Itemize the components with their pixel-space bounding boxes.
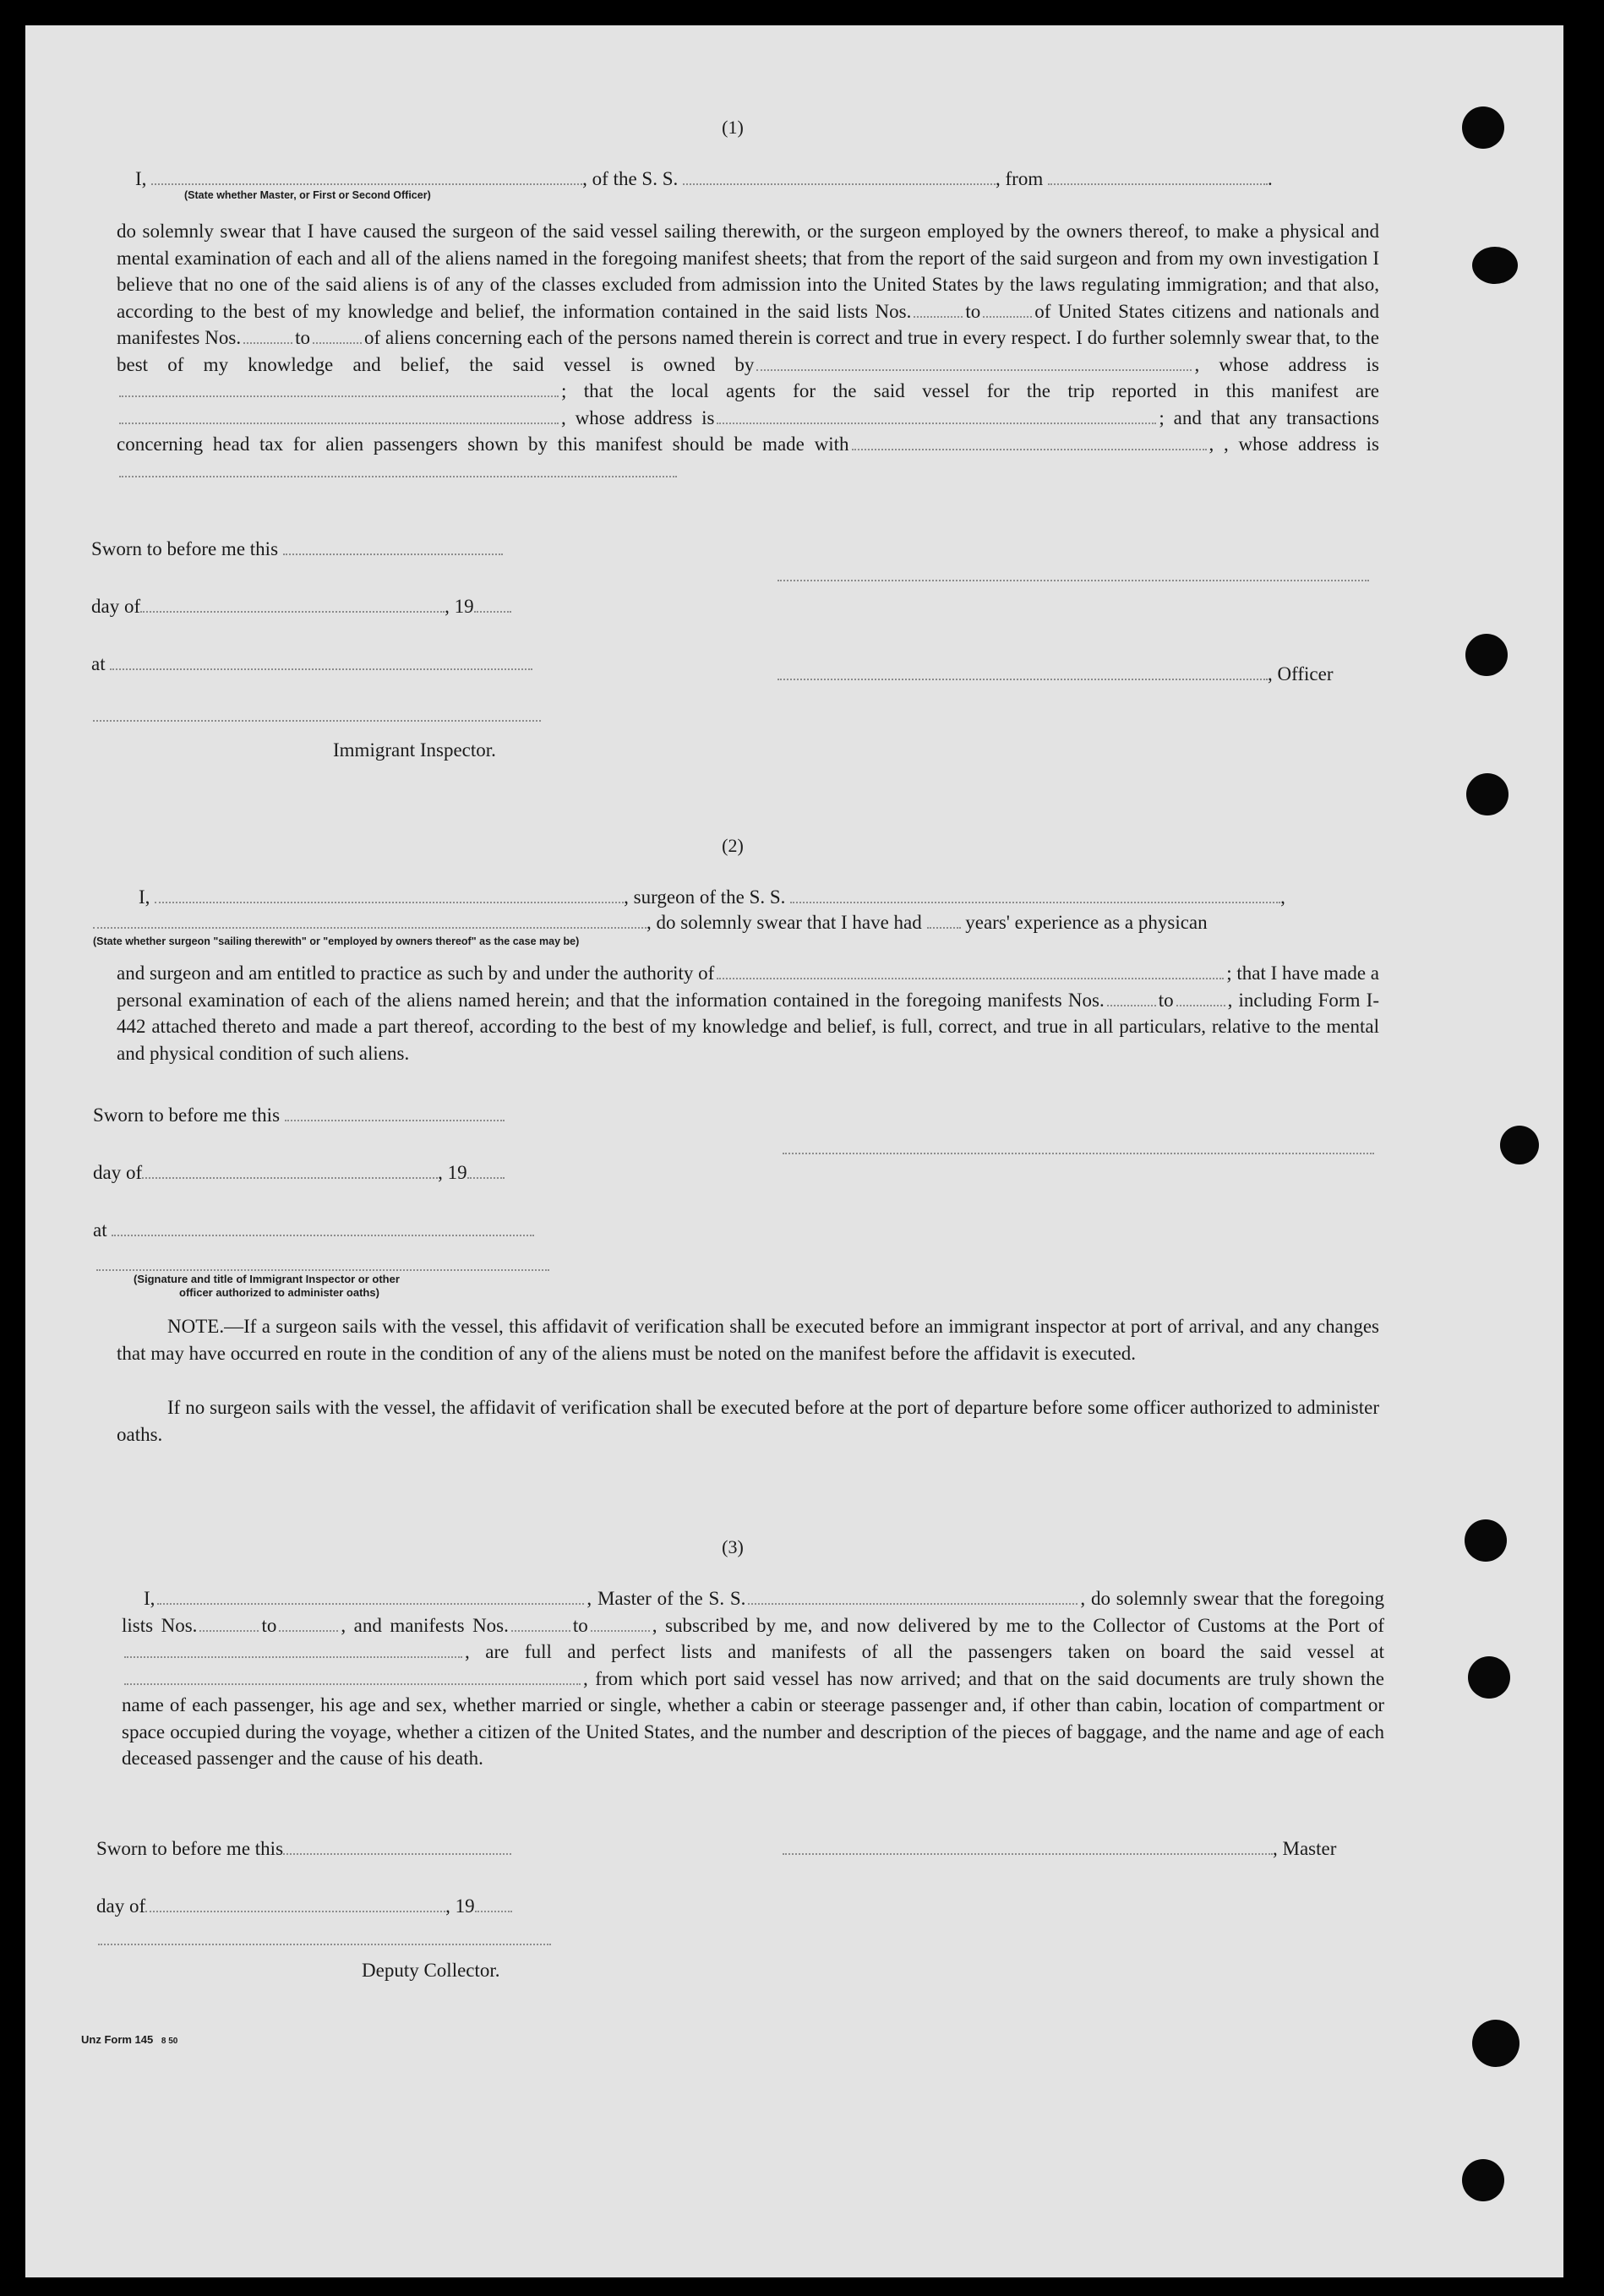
punch-hole <box>1465 634 1508 676</box>
punch-hole <box>1472 2020 1519 2067</box>
form-code-text: 8 50 <box>161 2037 178 2046</box>
section-1-heading: (1) <box>722 117 744 138</box>
s2-to-label: to <box>1158 989 1174 1011</box>
s1-inspector-signature-line[interactable] <box>93 720 541 722</box>
s2-at-line <box>93 1217 534 1243</box>
s3-collector-text: , subscribed by me, and now delivered by me to the Collector of Customs at the Port of <box>652 1614 1384 1636</box>
punch-hole <box>1472 247 1518 284</box>
s2-sworn-line <box>93 1102 505 1128</box>
s1-manifests-from-field[interactable] <box>243 341 292 344</box>
s3-boarding-port-field[interactable] <box>124 1682 581 1685</box>
s2-manifests-to-field[interactable] <box>1176 1004 1225 1006</box>
s2-line2 <box>93 909 1208 935</box>
s3-day-line <box>96 1893 512 1919</box>
s3-ship-name-field[interactable] <box>748 1602 1078 1605</box>
s2-signature-line[interactable] <box>783 1153 1374 1154</box>
s3-manifests-to-field[interactable] <box>591 1629 650 1632</box>
s2-oath-paragraph <box>117 960 1379 1066</box>
s1-agents-address-field[interactable] <box>717 422 1156 424</box>
s1-owner-address-label: , whose address is <box>1194 353 1379 375</box>
s1-ss-label: , of the S. S. <box>582 168 679 189</box>
section-2-heading: (2) <box>722 835 744 856</box>
punch-hole <box>1462 106 1504 149</box>
s3-i-label: I, <box>144 1588 155 1609</box>
form-sheet <box>25 25 1563 2277</box>
s2-experience-text: years' experience as a physican <box>965 912 1208 933</box>
s3-day-field[interactable] <box>145 1910 445 1912</box>
s2-capacity-hint: (State whether surgeon "sailing therewith" or "employed by owners thereof" as the case may be) <box>93 935 580 947</box>
s1-line1-tail: . <box>1267 168 1273 189</box>
s1-owner-address-field[interactable] <box>119 395 559 397</box>
punch-hole <box>1500 1126 1539 1164</box>
s2-form-text: , including Form I-442 attached thereto and made a part thereof, according to the best of my knowledge and belief, is full, correct, and true in all particulars, relative to the mental and physical condition of such aliens. <box>117 989 1379 1064</box>
s1-officer-hint: (State whether Master, or First or Second Officer) <box>184 189 431 201</box>
s3-lists-from-field[interactable] <box>199 1629 259 1632</box>
s1-signature-line[interactable] <box>777 580 1369 581</box>
s2-note-1 <box>117 1313 1379 1366</box>
s1-to-label-2: to <box>295 327 310 348</box>
s3-ss-label: , Master of the S. S. <box>586 1588 746 1609</box>
s3-deputy-label: Deputy Collector. <box>362 1960 500 1981</box>
s2-at-label: at <box>93 1219 107 1241</box>
s1-officer-signature-field[interactable] <box>777 678 1268 680</box>
s1-i-label: I, <box>135 168 147 189</box>
s1-from-field[interactable] <box>1048 183 1268 185</box>
s1-day-label: day of <box>91 596 141 617</box>
s2-day-label: day of <box>93 1162 143 1183</box>
s2-surgeon-name-field[interactable] <box>155 901 624 903</box>
s2-years-field[interactable] <box>927 926 961 929</box>
s2-line1 <box>139 884 1285 910</box>
s2-day-field[interactable] <box>142 1176 438 1179</box>
s1-officer-name-field[interactable] <box>151 183 582 185</box>
punch-hole <box>1465 1519 1507 1562</box>
section-3-heading: (3) <box>722 1536 744 1557</box>
s1-sworn-label: Sworn to before me this <box>91 538 279 559</box>
s3-port-field[interactable] <box>124 1655 462 1658</box>
s1-officer-label: , Officer <box>1268 663 1334 684</box>
s1-ship-name-field[interactable] <box>683 183 996 185</box>
s3-sworn-field[interactable] <box>283 1852 511 1855</box>
s3-to-label-2: to <box>572 1614 588 1636</box>
s1-oath-paragraph: do solemnly swear that I have caused the surgeon of the said vessel sailing therewith, or the surgeon employed by the owners thereof, to make a physical and mental examination of each and all of the aliens named in the foregoing manifest sheets; that from the report of the said surgeon and from my own investigation I believe that no one of the said aliens is of any of the classes excluded from admission into the United States by the laws regulating immigration; and that also, according to the best of my knowledge and belief, the information contained in the said lists Nos. to of United States citizens and nationals and manifestes Nos. to of aliens concerning each of the persons named therein is correct and true in every respect. I do further solemnly swear that, to the best of my knowledge and belief, the said vessel is owned by , whose address is; that the local agents for the said vessel for the trip reported in this manifest are, whose address is ; and that any transactions concerning head tax for alien passengers shown by this manifest should be made with , , whose address is <box>117 218 1379 484</box>
s3-passengers-text: , are full and perfect lists and manifests of all the passengers taken on board the said vessel at <box>465 1641 1384 1662</box>
s1-agents-text: ; that the local agents for the said vessel for the trip reported in this manifest are <box>561 380 1379 401</box>
s2-ship-name-field[interactable] <box>790 901 1280 903</box>
s1-oath-text: do solemnly swear that I have caused the surgeon of the said vessel sailing therewith, or the surgeon employed by the owners thereof, to make a physical and mental examination of each and all of the aliens named in the foregoing manifest sheets; that from the report of the said surgeon and from my own investigation I believe that no one of the said aliens is of any of the classes excluded from admission into the United States by the laws regulating immigration; and that also, according to the best of my knowledge and belief, the information contained in the said lists Nos. <box>117 221 1379 322</box>
s2-line1-tail: , <box>1280 886 1285 908</box>
s1-agents-field[interactable] <box>119 422 559 424</box>
s2-at-field[interactable] <box>112 1234 534 1236</box>
s3-manifests-from-field[interactable] <box>511 1629 570 1632</box>
s2-inspector-signature-line[interactable] <box>96 1269 549 1271</box>
s3-to-label: to <box>261 1614 277 1636</box>
s1-day-line <box>91 593 511 619</box>
s3-master-signature-field[interactable] <box>783 1852 1273 1855</box>
s1-at-field[interactable] <box>110 668 532 670</box>
s1-manifests-to-field[interactable] <box>313 341 362 344</box>
form-number <box>81 2033 177 2046</box>
s3-year-field[interactable] <box>475 1910 512 1912</box>
punch-hole <box>1468 1656 1510 1699</box>
s1-line1 <box>135 166 1273 192</box>
s2-day-line <box>93 1159 505 1186</box>
s1-agents-address-label: , whose address is <box>561 406 715 428</box>
form-number-text: Unz Form 145 <box>81 2033 154 2046</box>
s2-examination-text: ; that I have made a personal examination of each of the aliens named herein; and that the information contained in the foregoing manifests Nos. <box>117 963 1379 1011</box>
punch-hole <box>1462 2159 1504 2201</box>
s1-to-label: to <box>965 300 981 322</box>
s1-officer-line <box>777 661 1333 687</box>
s2-note-2 <box>117 1394 1379 1448</box>
s2-year-field[interactable] <box>467 1176 505 1179</box>
s2-authority-field[interactable] <box>717 977 1224 979</box>
s3-master-line <box>783 1835 1336 1862</box>
s1-day-field[interactable] <box>140 610 445 613</box>
s1-head-tax-address-label: , whose address is <box>1224 434 1380 455</box>
s2-swear-text: , do solemnly swear that I have had <box>647 912 922 933</box>
s1-manifests-text: of United States citizens and nationals and manifestes Nos. <box>117 300 1379 348</box>
s3-declaration-text: , from which port said vessel has now arrived; and that on the said documents are truly shown the name of each passenger, his age and sex, whether married or single, whether a cabin or steerage passenger and, if other than cabin, location of compartment or space occupied during the voyage, whether a citizen of the United States, and the number and description of the pieces of baggage, and the name and age of each deceased passenger and the cause of his death. <box>122 1667 1384 1769</box>
s2-i-label: I, <box>139 886 150 908</box>
s1-head-tax-text: ; and that any transactions concerning head tax for alien passengers shown by this manifest should be made with <box>117 406 1380 455</box>
s1-sworn-field[interactable] <box>283 553 503 555</box>
s3-manifests-text: , and manifests Nos. <box>341 1614 509 1636</box>
s2-capacity-field[interactable] <box>93 926 647 929</box>
s2-ss-label: , surgeon of the S. S. <box>624 886 786 908</box>
s3-oath-paragraph <box>122 1585 1384 1772</box>
s1-head-tax-field[interactable] <box>852 448 1207 450</box>
s3-master-name-field[interactable] <box>157 1602 584 1605</box>
s1-owner-field[interactable] <box>756 368 1192 371</box>
s1-sworn-line <box>91 536 503 562</box>
s1-year-label: , 19 <box>445 596 474 617</box>
s3-sworn-line <box>96 1835 511 1862</box>
s2-sworn-field[interactable] <box>285 1119 505 1121</box>
s1-year-field[interactable] <box>474 610 511 613</box>
s2-manifests-from-field[interactable] <box>1107 1004 1156 1006</box>
s3-year-label: , 19 <box>445 1895 475 1917</box>
s2-sig-hint-1: (Signature and title of Immigrant Inspector or other <box>134 1273 400 1285</box>
s1-lists-from-field[interactable] <box>914 315 963 318</box>
s2-note-1-text: NOTE.—If a surgeon sails with the vessel, this affidavit of verification shall be executed before an immigrant inspector at port of arrival, and any changes that may have occurred en route in the condition of any of the aliens must be noted on the manifest before the affidavit is executed. <box>117 1316 1379 1364</box>
s3-master-label: , Master <box>1273 1838 1337 1859</box>
punch-hole <box>1466 773 1509 815</box>
s1-head-tax-address-field[interactable] <box>119 475 677 477</box>
s2-sworn-label: Sworn to before me this <box>93 1104 281 1126</box>
s1-lists-to-field[interactable] <box>983 315 1032 318</box>
s1-at-label: at <box>91 653 106 674</box>
s2-year-label: , 19 <box>438 1162 467 1183</box>
s3-day-label: day of <box>96 1895 146 1917</box>
s3-lists-text: , do solemnly swear that the foregoing lists Nos. <box>122 1588 1384 1636</box>
s3-lists-to-field[interactable] <box>279 1629 338 1632</box>
s1-from-label: , from <box>996 168 1044 189</box>
s1-at-line <box>91 651 532 677</box>
s1-owned-by-text: of aliens concerning each of the persons named therein is correct and true in every respect. I do further solemnly swear that, to the best of my knowledge and belief, the said vessel is owned by <box>117 327 1379 375</box>
s2-note-2-text: If no surgeon sails with the vessel, the affidavit of verification shall be executed before at the port of departure before some officer authorized to administer oaths. <box>117 1397 1379 1445</box>
s2-sig-hint-2: officer authorized to administer oaths) <box>179 1286 379 1299</box>
s3-sworn-label: Sworn to before me this <box>96 1838 284 1859</box>
s1-inspector-label: Immigrant Inspector. <box>333 739 496 761</box>
s2-authority-text: and surgeon and am entitled to practice as such by and under the authority of <box>117 963 715 984</box>
s3-collector-signature-line[interactable] <box>98 1944 551 1945</box>
